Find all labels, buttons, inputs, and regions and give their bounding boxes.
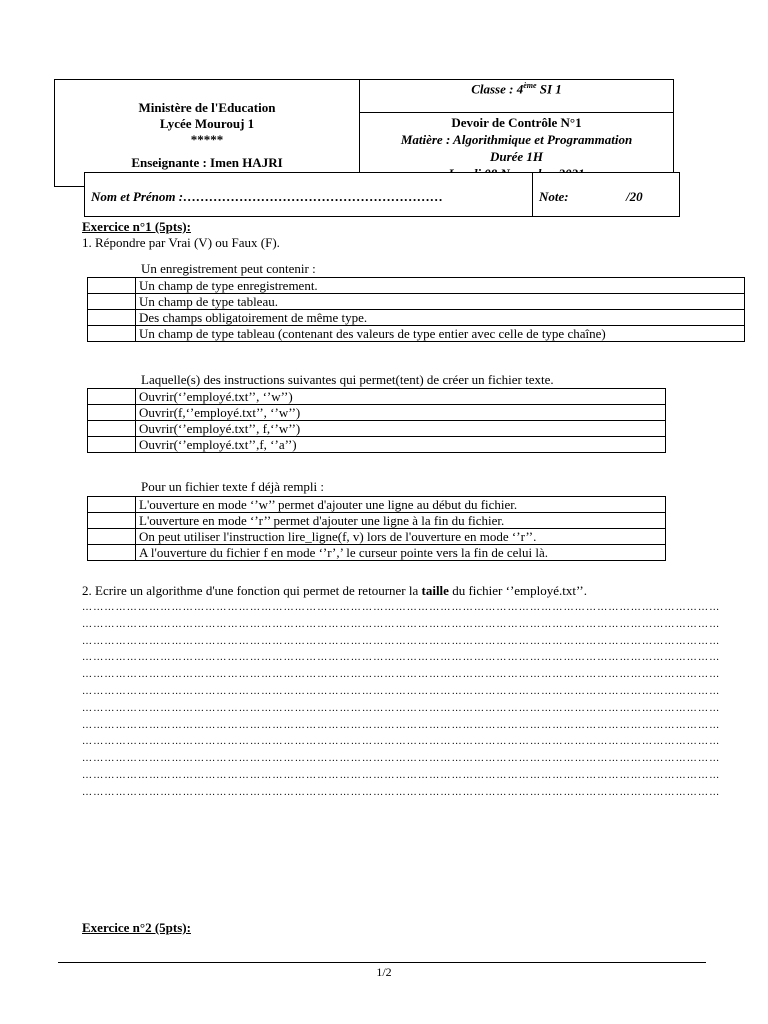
statement: Des champs obligatoirement de même type. bbox=[136, 310, 745, 326]
answer-box[interactable] bbox=[88, 545, 136, 561]
answer-box[interactable] bbox=[88, 421, 136, 437]
header-box bbox=[54, 79, 674, 187]
table-row bbox=[88, 437, 666, 453]
table-row bbox=[88, 278, 745, 294]
teacher-name: Enseignante : Imen HAJRI bbox=[131, 155, 283, 170]
answer-box[interactable] bbox=[88, 513, 136, 529]
exercise1-title: Exercice n°1 (5pts): bbox=[82, 219, 191, 234]
answer-line[interactable]: ……………………………………………………………………………………………………………………………………………………… bbox=[82, 720, 721, 731]
table-row bbox=[88, 405, 666, 421]
class-label: Classe : 4ème SI 1 bbox=[360, 80, 673, 113]
answer-box[interactable] bbox=[88, 405, 136, 421]
table-row bbox=[88, 529, 666, 545]
statement: Un champ de type tableau (contenant des valeurs de type entier avec celle de type chaîne) bbox=[136, 326, 745, 342]
table-row bbox=[88, 389, 666, 405]
table-row bbox=[88, 545, 666, 561]
statement: Ouvrir(‘’employé.txt’’, ‘’w’’) bbox=[136, 389, 666, 405]
answer-box[interactable] bbox=[88, 529, 136, 545]
table-row bbox=[88, 497, 666, 513]
exercise2-title: Exercice n°2 (5pts): bbox=[82, 920, 191, 935]
note-label: Note: bbox=[539, 189, 569, 204]
ministry-name: Ministère de l'Education bbox=[138, 100, 276, 115]
answer-box[interactable] bbox=[88, 310, 136, 326]
statement: Ouvrir(‘’employé.txt’’,f, ‘’a’’) bbox=[136, 437, 666, 453]
answer-box[interactable] bbox=[88, 389, 136, 405]
answer-box[interactable] bbox=[88, 294, 136, 310]
table-row bbox=[88, 513, 666, 529]
group1-intro: Un enregistrement peut contenir : bbox=[141, 261, 316, 276]
answer-line[interactable]: ……………………………………………………………………………………………………………………………………………………… bbox=[82, 736, 721, 747]
divider bbox=[532, 173, 533, 216]
statement: Un champ de type enregistrement. bbox=[136, 278, 745, 294]
statement: Ouvrir(f,‘’employé.txt’’, ‘’w’’) bbox=[136, 405, 666, 421]
group2-table bbox=[87, 388, 666, 453]
school-name: Lycée Mourouj 1 bbox=[159, 116, 255, 131]
student-box bbox=[84, 172, 680, 217]
group3-table bbox=[87, 496, 666, 561]
school-info bbox=[55, 80, 360, 186]
question2: 2. Ecrire un algorithme d'une fonction qui permet de retourner la taille du fichier ‘’employé.txt’’. bbox=[82, 583, 587, 598]
answer-line[interactable]: ……………………………………………………………………………………………………………………………………………………… bbox=[82, 669, 721, 680]
answer-line[interactable]: ……………………………………………………………………………………………………………………………………………………… bbox=[82, 686, 721, 697]
answer-line[interactable]: ……………………………………………………………………………………………………………………………………………………… bbox=[82, 602, 721, 613]
statement: On peut utiliser l'instruction lire_ligne(f, v) lors de l'ouverture en mode ‘’r’’. bbox=[136, 529, 666, 545]
statement: A l'ouverture du fichier f en mode ‘’r’,’ le curseur pointe vers la fin de celui là. bbox=[136, 545, 666, 561]
page-number: 1/2 bbox=[376, 965, 392, 979]
statement: L'ouverture en mode ‘’r’’ permet d'ajouter une ligne à la fin du fichier. bbox=[136, 513, 666, 529]
student-name-field[interactable]: Nom et Prénom :…………………………………………………… bbox=[91, 189, 444, 204]
answer-box[interactable] bbox=[88, 326, 136, 342]
answer-line[interactable]: ……………………………………………………………………………………………………………………………………………………… bbox=[82, 636, 721, 647]
subject: Matière : Algorithmique et Programmation bbox=[400, 132, 633, 147]
exam-title: Devoir de Contrôle N°1 bbox=[451, 115, 582, 130]
table-row bbox=[88, 421, 666, 437]
footer-divider bbox=[58, 962, 706, 963]
score-field[interactable]: /20 bbox=[626, 189, 643, 204]
group1-table bbox=[87, 277, 745, 342]
answer-line[interactable]: ……………………………………………………………………………………………………………………………………………………… bbox=[82, 652, 721, 663]
answer-line[interactable]: ……………………………………………………………………………………………………………………………………………………… bbox=[82, 753, 721, 764]
answer-line[interactable]: ……………………………………………………………………………………………………………………………………………………… bbox=[82, 787, 721, 798]
table-row bbox=[88, 310, 745, 326]
answer-box[interactable] bbox=[88, 497, 136, 513]
stars-divider: ***** bbox=[190, 132, 224, 147]
statement: Un champ de type tableau. bbox=[136, 294, 745, 310]
group3-intro: Pour un fichier texte f déjà rempli : bbox=[141, 479, 325, 494]
table-row bbox=[88, 294, 745, 310]
answer-box[interactable] bbox=[88, 437, 136, 453]
statement: L'ouverture en mode ‘’w’’ permet d'ajouter une ligne au début du fichier. bbox=[136, 497, 666, 513]
answer-line[interactable]: ……………………………………………………………………………………………………………………………………………………… bbox=[82, 703, 721, 714]
table-row bbox=[88, 326, 745, 342]
question1: 1. Répondre par Vrai (V) ou Faux (F). bbox=[82, 235, 280, 250]
answer-line[interactable]: ……………………………………………………………………………………………………………………………………………………… bbox=[82, 619, 721, 630]
answer-box[interactable] bbox=[88, 278, 136, 294]
group2-intro: Laquelle(s) des instructions suivantes qui permet(tent) de créer un fichier texte. bbox=[141, 372, 554, 387]
duration: Durée 1H bbox=[489, 149, 544, 164]
keyword-taille: taille bbox=[421, 583, 449, 598]
answer-line[interactable]: ……………………………………………………………………………………………………………………………………………………… bbox=[82, 770, 721, 781]
statement: Ouvrir(‘’employé.txt’’, f,‘’w’’) bbox=[136, 421, 666, 437]
